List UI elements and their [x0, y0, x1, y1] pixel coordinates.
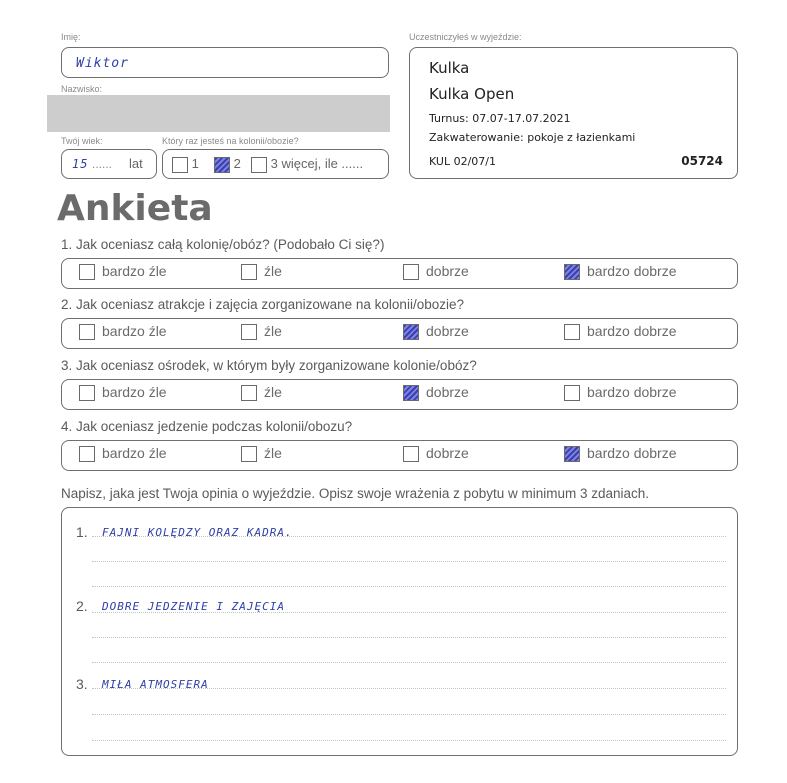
question-2-option-1[interactable] — [79, 323, 167, 340]
question-4-checkbox-3[interactable] — [403, 446, 419, 462]
age-field[interactable] — [61, 149, 157, 179]
option-label: bardzo dobrze — [587, 323, 677, 339]
camp-code: KUL 02/07/1 — [429, 155, 496, 168]
question-1-option-2[interactable] — [241, 263, 282, 280]
question-1-options — [61, 258, 738, 289]
age-suffix: lat — [129, 156, 143, 171]
question-2-option-2[interactable] — [241, 323, 282, 340]
times-option-1[interactable]: 1 — [172, 156, 199, 173]
option-label: dobrze — [426, 445, 469, 461]
answer-1-number: 1. — [76, 524, 88, 540]
question-3-option-1[interactable] — [79, 384, 167, 401]
question-1-checkbox-3[interactable] — [403, 264, 419, 280]
question-4-option-3[interactable] — [403, 445, 469, 462]
question-4-option-2[interactable] — [241, 445, 282, 462]
name-label: Imię: — [61, 32, 81, 42]
question-4-checkbox-4[interactable] — [564, 446, 580, 462]
question-3-option-3[interactable] — [403, 384, 469, 401]
times-option-2[interactable]: 2 — [214, 156, 241, 173]
answer-line — [92, 688, 726, 689]
opinion-box[interactable] — [61, 507, 738, 756]
question-3-text: 3. Jak oceniasz ośrodek, w którym były zorganizowane kolonie/obóz? — [61, 358, 477, 373]
times-field — [162, 149, 389, 179]
answer-line — [92, 561, 726, 562]
times-option-3[interactable]: 3 więcej, ile ...... — [251, 156, 363, 173]
question-4-checkbox-2[interactable] — [241, 446, 257, 462]
camp-name: Kulka Open — [429, 85, 515, 103]
question-3-checkbox-2[interactable] — [241, 385, 257, 401]
surname-redacted — [47, 95, 390, 132]
question-1-option-4[interactable] — [564, 263, 677, 280]
option-label: bardzo źle — [102, 445, 167, 461]
answer-1-text: FAJNI KOLĘDZY ORAZ KADRA. — [102, 526, 293, 539]
opinion-prompt: Napisz, jaka jest Twoja opinia o wyjeździe. Opisz swoje wrażenia z pobytu w minimum 3 zdaniach. — [61, 486, 650, 501]
participant-label: Uczestniczyłeś w wyjeździe: — [409, 32, 522, 42]
question-3-checkbox-4[interactable] — [564, 385, 580, 401]
answer-line — [92, 637, 726, 638]
option-label: bardzo dobrze — [587, 384, 677, 400]
answer-line — [92, 586, 726, 587]
times-label: Który raz jesteś na kolonii/obozie? — [162, 136, 299, 146]
question-1-checkbox-4[interactable] — [564, 264, 580, 280]
participant-box — [409, 47, 738, 179]
name-field[interactable] — [61, 47, 389, 78]
question-4-text: 4. Jak oceniasz jedzenie podczas kolonii/obozu? — [61, 419, 353, 434]
times-checkbox-2[interactable] — [214, 157, 230, 173]
camp-number: 05724 — [681, 154, 723, 168]
accommodation-value: pokoje z łazienkami — [527, 131, 636, 144]
question-2-text: 2. Jak oceniasz atrakcje i zajęcia zorganizowane na kolonii/obozie? — [61, 297, 464, 312]
question-2-option-4[interactable] — [564, 323, 677, 340]
option-label: źle — [264, 323, 282, 339]
option-label: bardzo źle — [102, 384, 167, 400]
option-label: bardzo źle — [102, 263, 167, 279]
age-dots: ...... — [92, 157, 113, 171]
question-4-checkbox-1[interactable] — [79, 446, 95, 462]
option-label: bardzo źle — [102, 323, 167, 339]
question-4-option-4[interactable] — [564, 445, 677, 462]
question-4-options — [61, 440, 738, 471]
option-label: źle — [264, 384, 282, 400]
option-label: bardzo dobrze — [587, 263, 677, 279]
question-4-option-1[interactable] — [79, 445, 167, 462]
question-1-checkbox-1[interactable] — [79, 264, 95, 280]
survey-title: Ankieta — [57, 188, 213, 229]
accommodation-label: Zakwaterowanie: — [429, 131, 524, 144]
answer-line — [92, 536, 726, 537]
question-2-checkbox-1[interactable] — [79, 324, 95, 340]
answer-2-text: DOBRE JEDZENIE I ZAJĘCIA — [102, 600, 285, 613]
option-label: źle — [264, 445, 282, 461]
age-value: 15 — [72, 157, 89, 171]
question-1-checkbox-2[interactable] — [241, 264, 257, 280]
camp-title: Kulka — [429, 59, 470, 77]
question-3-checkbox-3[interactable] — [403, 385, 419, 401]
question-3-options — [61, 379, 738, 410]
question-2-options — [61, 318, 738, 349]
option-label: dobrze — [426, 384, 469, 400]
option-label: źle — [264, 263, 282, 279]
answer-2-number: 2. — [76, 598, 88, 614]
turnus-label: Turnus: — [429, 112, 469, 125]
question-1-option-1[interactable] — [79, 263, 167, 280]
age-label: Twój wiek: — [61, 136, 103, 146]
option-label: bardzo dobrze — [587, 445, 677, 461]
question-1-option-3[interactable] — [403, 263, 469, 280]
turnus-line — [429, 112, 571, 125]
question-2-checkbox-4[interactable] — [564, 324, 580, 340]
question-3-option-4[interactable] — [564, 384, 677, 401]
times-checkbox-1[interactable] — [172, 157, 188, 173]
answer-line — [92, 714, 726, 715]
turnus-value: 07.07-17.07.2021 — [472, 112, 571, 125]
question-3-checkbox-1[interactable] — [79, 385, 95, 401]
question-2-checkbox-3[interactable] — [403, 324, 419, 340]
answer-3-text: MIŁA ATMOSFERA — [102, 678, 209, 691]
option-label: dobrze — [426, 323, 469, 339]
question-1-text: 1. Jak oceniasz całą kolonię/obóz? (Podobało Ci się?) — [61, 237, 385, 252]
answer-line — [92, 662, 726, 663]
times-checkbox-3[interactable] — [251, 157, 267, 173]
name-value: Wiktor — [76, 56, 129, 71]
option-label: dobrze — [426, 263, 469, 279]
question-3-option-2[interactable] — [241, 384, 282, 401]
question-2-option-3[interactable] — [403, 323, 469, 340]
answer-line — [92, 740, 726, 741]
surname-label: Nazwisko: — [61, 84, 103, 94]
answer-3-number: 3. — [76, 676, 88, 692]
question-2-checkbox-2[interactable] — [241, 324, 257, 340]
accommodation-line — [429, 131, 635, 144]
answer-line — [92, 612, 726, 613]
